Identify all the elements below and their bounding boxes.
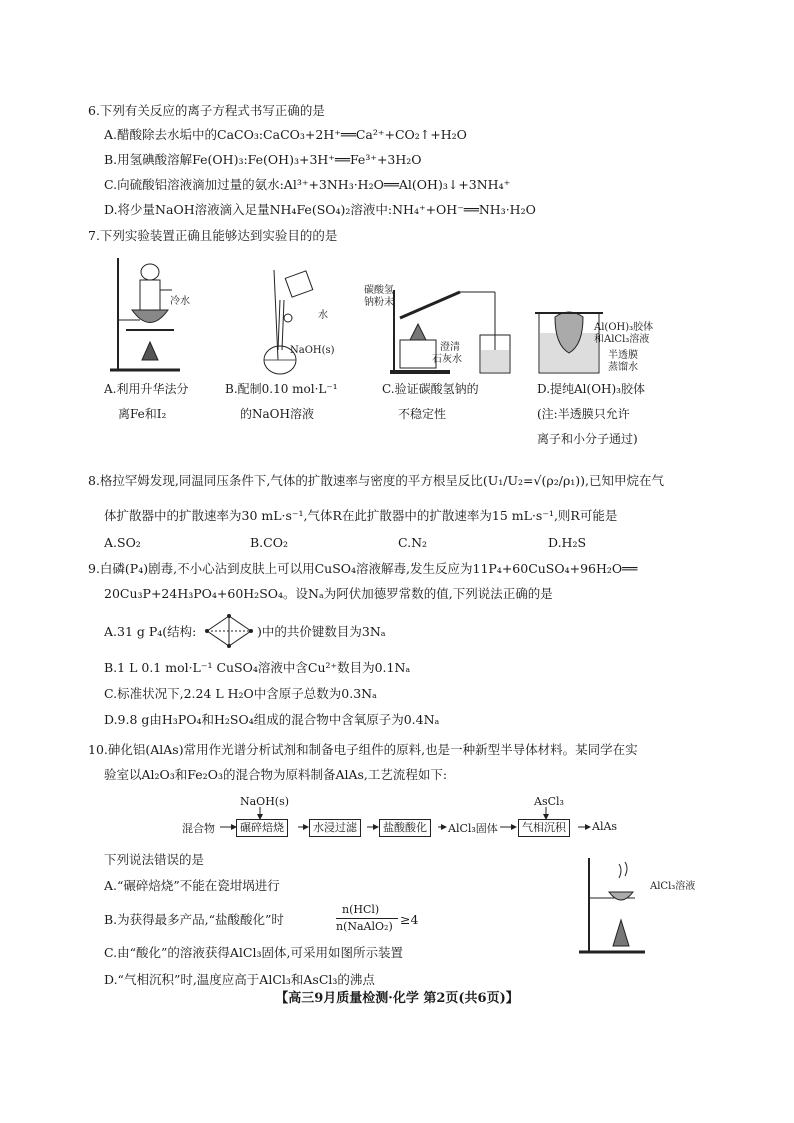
q10-fraction-denominator: n(NaAlO₂)	[336, 920, 393, 933]
page-footer: 【高三9月质量检测·化学 第2页(共6页)】	[275, 991, 519, 1006]
flow-end: AlAs	[592, 820, 618, 833]
q7-figure-c-heating-apparatus	[380, 280, 515, 380]
q7-figure-a-sublimation-apparatus	[110, 250, 220, 375]
q10-option-c: C.由“酸化”的溶液获得AlCl₃固体,可采用如图所示装置	[104, 945, 403, 960]
q7-fig-d-label4: 蒸馏水	[608, 362, 638, 373]
q8-option-d: D.H₂S	[548, 535, 587, 550]
q6-option-a: A.醋酸除去水垢中的CaCO₃:CaCO₃+2H⁺══Ca²⁺+CO₂↑+H₂O	[104, 127, 467, 142]
q7-caption-b-line1: B.配制0.10 mol·L⁻¹	[225, 382, 338, 396]
flow-ascl3-label: AsCl₃	[534, 795, 564, 808]
q6-option-d: D.将少量NaOH溶液滴入足量NH₄Fe(SO₄)₂溶液中:NH₄⁺+OH⁻══NH₃·H₂O	[104, 202, 536, 217]
q8-option-b: B.CO₂	[250, 535, 288, 550]
q8-option-c: C.N₂	[398, 535, 428, 550]
q6-stem: 6.下列有关反应的离子方程式书写正确的是	[88, 103, 325, 118]
flow-naoh-label: NaOH(s)	[240, 795, 290, 808]
q7-fig-b-label-water: 水	[318, 310, 328, 321]
q8-option-a: A.SO₂	[104, 535, 141, 550]
fraction-bar	[336, 918, 398, 919]
q10-option-b-prefix: B.为获得最多产品,“盐酸酸化”时	[104, 912, 284, 927]
q7-fig-c-label-lime: 澄清	[440, 342, 460, 353]
q10-stem-line1: 10.砷化铝(AlAs)常用作光谱分析试剂和制备电子组件的原料,也是一种新型半导体材料。某同学在实	[88, 742, 638, 757]
q10-fig-label-alcl3-solution: AlCl₃溶液	[650, 881, 696, 892]
q10-option-d: D.“气相沉积”时,温度应高于AlCl₃和AsCl₃的沸点	[104, 972, 375, 987]
q9-option-c: C.标准状况下,2.24 L H₂O中含原子总数为0.3Nₐ	[104, 686, 377, 701]
q7-caption-a-line1: A.利用升华法分	[104, 382, 189, 396]
q10-question: 下列说法错误的是	[104, 852, 205, 867]
q6-option-b: B.用氢碘酸溶解Fe(OH)₃:Fe(OH)₃+3H⁺══Fe³⁺+3H₂O	[104, 152, 422, 167]
q10-evaporation-apparatus	[575, 848, 655, 958]
q7-fig-d-label3: 半透膜	[608, 350, 638, 361]
flow-step-grind-roast: 碾碎焙烧	[236, 819, 288, 837]
q9-option-a-prefix: A.31 g P₄(结构:	[104, 624, 197, 639]
q7-fig-c-label-top2: 钠粉末	[364, 297, 394, 308]
flow-start: 混合物	[182, 822, 215, 835]
q9-option-a-suffix: )中的共价键数目为3Nₐ	[257, 624, 386, 639]
q7-caption-a-line2: 离Fe和I₂	[118, 407, 167, 421]
q7-caption-d-line3: 离子和小分子通过)	[537, 432, 638, 446]
q6-option-c: C.向硫酸铝溶液滴加过量的氨水:Al³⁺+3NH₃·H₂O══Al(OH)₃↓+3NH₄⁺	[104, 177, 511, 192]
flow-step-water-leach: 水浸过滤	[309, 819, 361, 837]
q7-fig-d-label1: Al(OH)₃胶体	[594, 322, 654, 333]
q8-stem-line1: 8.格拉罕姆发现,同温同压条件下,气体的扩散速率与密度的平方根呈反比(U₁/U₂=√(ρ₂/ρ₁)),已知甲烷在气	[88, 473, 665, 488]
flow-alcl3-solid: AlCl₃固体	[448, 822, 498, 835]
q7-fig-a-label-cold-water: 冷水	[170, 296, 190, 307]
q7-stem: 7.下列实验装置正确且能够达到实验目的的是	[88, 228, 338, 243]
q7-caption-d-line2: (注:半透膜只允许	[537, 407, 630, 421]
q10-option-b-suffix: ≥4	[400, 912, 419, 927]
q7-caption-d-line1: D.提纯Al(OH)₃胶体	[537, 382, 645, 396]
flow-step-vapor-deposition: 气相沉积	[518, 819, 570, 837]
flow-step-acidify: 盐酸酸化	[379, 819, 431, 837]
q9-stem-line1: 9.白磷(P₄)剧毒,不小心沾到皮肤上可以用CuSO₄溶液解毒,发生反应为11P₄+60CuSO₄+96H₂O══	[88, 561, 638, 576]
q10-option-a: A.“碾碎焙烧”不能在瓷坩埚进行	[104, 878, 280, 893]
q9-option-b: B.1 L 0.1 mol·L⁻¹ CuSO₄溶液中含Cu²⁺数目为0.1Nₐ	[104, 660, 411, 675]
q7-fig-c-label-top: 碳酸氢	[364, 285, 394, 296]
q7-caption-c-line2: 不稳定性	[398, 407, 447, 421]
p4-tetrahedron-structure-icon	[203, 614, 255, 648]
q7-fig-d-label2: 和AlCl₃溶液	[594, 334, 650, 345]
q10-fraction-numerator: n(HCl)	[342, 903, 380, 916]
q7-caption-c-line1: C.验证碳酸氢钠的	[382, 382, 479, 396]
q10-stem-line2: 验室以Al₂O₃和Fe₂O₃的混合物为原料制备AlAs,工艺流程如下:	[104, 767, 448, 782]
q9-stem-line2: 20Cu₃P+24H₃PO₄+60H₂SO₄。设Nₐ为阿伏加德罗常数的值,下列说法正确的是	[104, 586, 553, 601]
q7-caption-b-line2: 的NaOH溶液	[240, 407, 314, 421]
q7-fig-c-label-lime2: 石灰水	[432, 354, 462, 365]
q7-fig-b-label-naoh: NaOH(s)	[290, 345, 335, 356]
q9-option-d: D.9.8 g由H₃PO₄和H₂SO₄组成的混合物中含氧原子为0.4Nₐ	[104, 712, 440, 727]
q8-stem-line2: 体扩散器中的扩散速率为30 mL·s⁻¹,气体R在此扩散器中的扩散速率为15 mL·s⁻¹,则R可能是	[104, 508, 618, 523]
